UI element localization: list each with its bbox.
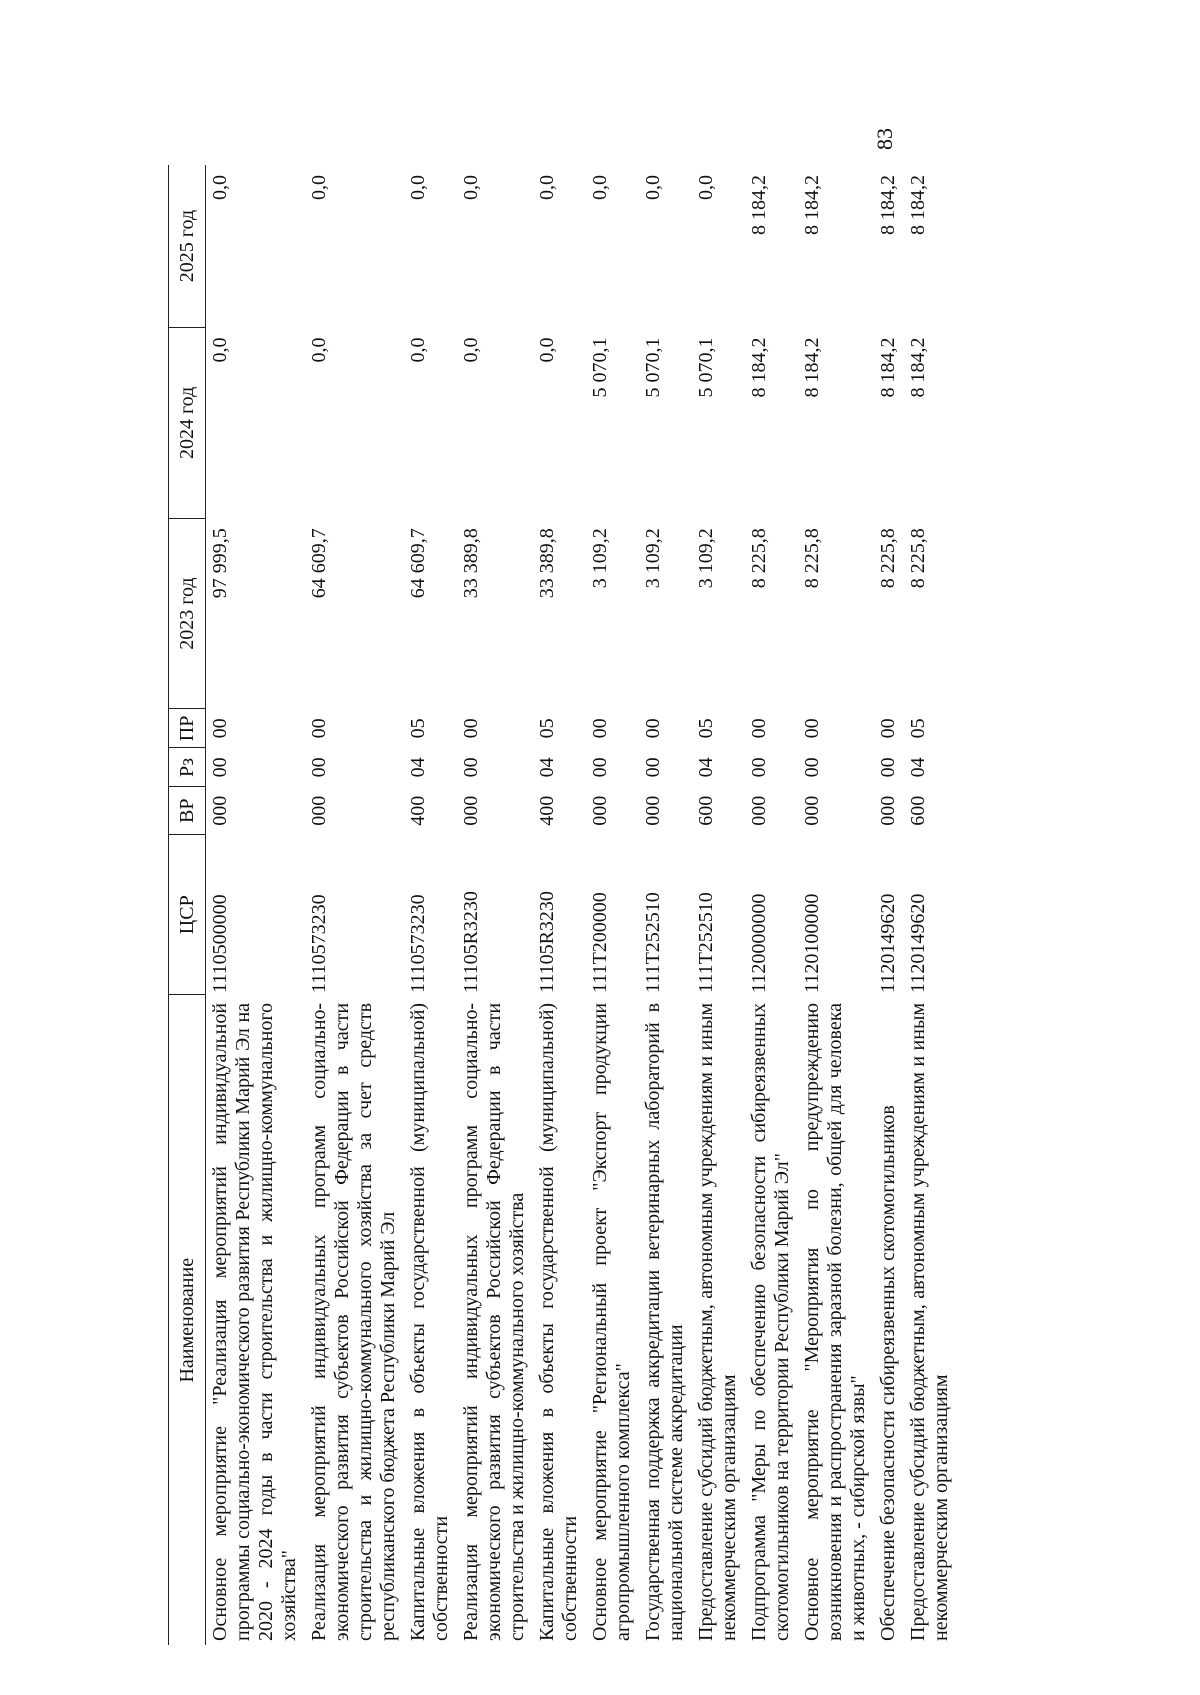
row-rz: 00 — [589, 757, 611, 778]
header-2024: 2024 год — [169, 328, 206, 519]
row-pr: 00 — [748, 718, 770, 739]
table-row — [586, 165, 639, 1645]
table-row — [305, 165, 404, 1645]
row-vr: 600 — [695, 795, 717, 826]
table-row — [904, 165, 957, 1645]
row-2023: 33 389,8 — [536, 528, 558, 599]
row-rz: 00 — [460, 757, 482, 778]
row-pr: 05 — [407, 718, 429, 739]
row-rz: 04 — [907, 757, 929, 778]
row-csr: 1120149620 — [907, 893, 929, 993]
row-vr: 000 — [209, 795, 231, 826]
row-name: Государственная поддержка аккредитации ветеринарных лабораторий в национальной системе аккредитации — [642, 1002, 687, 1641]
row-2024: 8 184,2 — [907, 337, 929, 398]
row-2024: 5 070,1 — [589, 337, 611, 398]
header-rz: Рз — [169, 748, 206, 787]
row-rz: 00 — [877, 757, 899, 778]
row-name: Предоставление субсидий бюджетным, автономным учреждениям и иным некоммерческим организациям — [907, 1002, 952, 1641]
row-rz: 04 — [695, 757, 717, 778]
row-2025: 0,0 — [209, 175, 231, 200]
rotated-table-container — [168, 165, 998, 1645]
row-2024: 5 070,1 — [695, 337, 717, 398]
row-2023: 8 225,8 — [907, 528, 929, 589]
row-2023: 97 999,5 — [209, 528, 231, 599]
row-rz: 04 — [407, 757, 429, 778]
row-2025: 0,0 — [589, 175, 611, 200]
table-row — [745, 165, 798, 1645]
row-vr: 400 — [536, 795, 558, 826]
row-pr: 05 — [536, 718, 558, 739]
row-vr: 000 — [589, 795, 611, 826]
row-csr: 111T200000 — [589, 892, 611, 993]
row-2023: 3 109,2 — [695, 528, 717, 589]
header-2023: 2023 год — [169, 518, 206, 709]
row-2025: 0,0 — [536, 175, 558, 200]
header-name: Наименование — [169, 995, 206, 1645]
row-vr: 000 — [308, 795, 330, 826]
header-vr: ВР — [169, 787, 206, 835]
table-row — [533, 165, 586, 1645]
page-number: 83 — [872, 128, 897, 150]
row-2025: 8 184,2 — [748, 175, 770, 235]
row-name: Подпрограмма "Меры по обеспечению безопасности сибиреязвенных скотомогильников на территории Республики Марий Эл" — [748, 1002, 793, 1641]
header-2025: 2025 год — [169, 165, 206, 328]
row-2023: 8 225,8 — [801, 528, 823, 589]
row-name: Основное мероприятие "Мероприятия по предупреждению возникновения и распространения заразной болезни, общей для человека и животных, - сибирской язвы" — [801, 1002, 869, 1641]
row-2024: 0,0 — [407, 337, 429, 363]
row-pr: 00 — [642, 718, 664, 739]
row-vr: 000 — [460, 795, 482, 826]
row-2023: 8 225,8 — [748, 528, 770, 589]
row-pr: 00 — [460, 718, 482, 739]
row-name: Реализация мероприятий индивидуальных программ социально-экономического развития субъектов Российской Федерации в части строительства и жилищно-коммунального хозяйства за счет средств республиканского бюджета Республики Марий Эл — [308, 1002, 399, 1641]
table-row — [798, 165, 874, 1645]
row-2023: 3 109,2 — [589, 528, 611, 589]
row-csr: 111T252510 — [642, 892, 664, 993]
row-pr: 00 — [801, 718, 823, 739]
row-2024: 5 070,1 — [642, 337, 664, 398]
row-csr: 1110573230 — [308, 894, 330, 993]
row-rz: 00 — [308, 757, 330, 778]
table-row — [692, 165, 745, 1645]
row-rz: 04 — [536, 757, 558, 778]
table-body — [206, 165, 958, 1645]
row-csr: 1120100000 — [801, 893, 823, 993]
header-pr: ПР — [169, 709, 206, 748]
row-name: Реализация мероприятий индивидуальных программ социально-экономического развития субъектов Российской Федерации в части строительства и жилищно-коммунального хозяйства — [460, 1002, 528, 1641]
row-2025: 8 184,2 — [907, 175, 929, 235]
row-name: Обеспечение безопасности сибиреязвенных скотомогильников — [877, 1105, 899, 1641]
row-vr: 400 — [407, 795, 429, 826]
row-vr: 000 — [642, 795, 664, 826]
row-rz: 00 — [209, 757, 231, 778]
row-csr: 1110500000 — [209, 894, 231, 993]
row-2023: 64 609,7 — [407, 528, 429, 599]
row-2025: 0,0 — [642, 175, 664, 200]
row-pr: 00 — [877, 718, 899, 739]
row-2023: 8 225,8 — [877, 528, 899, 589]
table-row — [404, 165, 457, 1645]
row-2025: 0,0 — [308, 175, 330, 200]
row-rz: 00 — [642, 757, 664, 778]
row-rz: 00 — [748, 757, 770, 778]
row-rz: 00 — [801, 757, 823, 778]
row-csr: 1110573230 — [407, 894, 429, 993]
row-name: Основное мероприятие "Реализация мероприятий индивидуальной программы социально-экономического развития Республики Марий Эл на 2020 - 2024 годы в части строительства и жилищно-коммунального хозяйства" — [209, 1002, 300, 1641]
row-vr: 000 — [877, 795, 899, 826]
row-2025: 8 184,2 — [801, 175, 823, 235]
table-row — [639, 165, 692, 1645]
row-vr: 600 — [907, 795, 929, 826]
row-2024: 8 184,2 — [877, 337, 899, 398]
header-csr: ЦСР — [169, 835, 206, 995]
row-csr: 1120000000 — [748, 893, 770, 993]
row-2025: 0,0 — [460, 175, 482, 200]
row-2024: 8 184,2 — [801, 337, 823, 398]
row-csr: 11105R3230 — [536, 891, 558, 993]
row-2024: 8 184,2 — [748, 337, 770, 398]
row-name: Капитальные вложения в объекты государственной (муниципальной) собственности — [536, 1002, 581, 1641]
row-2024: 0,0 — [308, 337, 330, 363]
row-pr: 05 — [695, 718, 717, 739]
row-name: Предоставление субсидий бюджетным, автономным учреждениям и иным некоммерческим организациям — [695, 1002, 740, 1641]
row-2024: 0,0 — [460, 337, 482, 363]
row-csr: 111T252510 — [695, 892, 717, 993]
row-2025: 8 184,2 — [877, 175, 899, 235]
row-csr: 1120149620 — [877, 893, 899, 993]
row-2024: 0,0 — [209, 337, 231, 363]
row-csr: 11105R3230 — [460, 891, 482, 993]
row-2023: 33 389,8 — [460, 528, 482, 599]
row-vr: 000 — [801, 795, 823, 826]
row-pr: 00 — [589, 718, 611, 739]
row-2023: 64 609,7 — [308, 528, 330, 599]
table-row — [457, 165, 533, 1645]
row-2024: 0,0 — [536, 337, 558, 363]
row-pr: 00 — [308, 718, 330, 739]
row-pr: 00 — [209, 718, 231, 739]
table-row — [206, 165, 306, 1645]
budget-table — [168, 165, 957, 1645]
row-name: Капитальные вложения в объекты государственной (муниципальной) собственности — [407, 1002, 452, 1641]
row-2025: 0,0 — [407, 175, 429, 200]
table-header-row — [169, 165, 206, 1645]
row-2025: 0,0 — [695, 175, 717, 200]
table-row — [874, 165, 904, 1645]
row-2023: 3 109,2 — [642, 528, 664, 589]
row-pr: 05 — [907, 718, 929, 739]
row-vr: 000 — [748, 795, 770, 826]
row-name: Основное мероприятие "Региональный проект "Экспорт продукции агропромышленного комплекса" — [589, 1002, 634, 1641]
